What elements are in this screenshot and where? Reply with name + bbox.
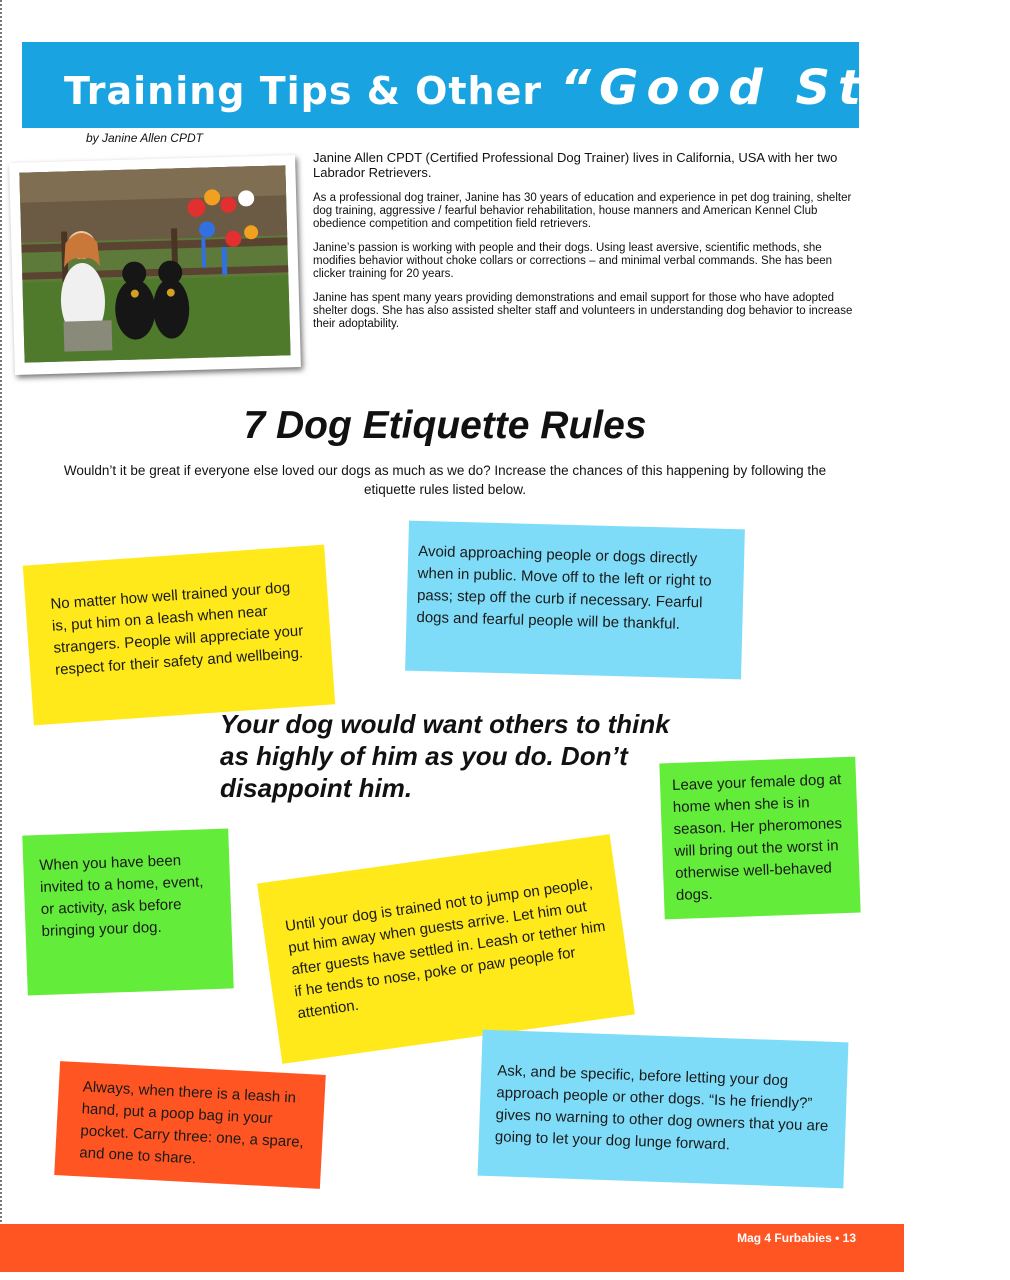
title-part-2: “Good Stuff”: [560, 60, 1010, 116]
bio-paragraph: As a professional dog trainer, Janine has 30 years of education and experience in pet dog training, shelter dog training, aggressive / fearful behavior rehabilitation, house manners and American Kennel Club obedience competition and competition field retrievers.: [313, 192, 852, 230]
footer-page-label: Mag 4 Furbabies • 13: [737, 1231, 856, 1245]
page-title: [64, 42, 1010, 128]
author-photo: [19, 165, 290, 362]
bio-paragraph: Janine has spent many years providing demonstrations and email support for those who have adopted shelter dogs. She has also assisted shelter staff and volunteers in understanding dog behavior to increase their adoptability.: [313, 292, 853, 330]
rule-note-poop-bag: Always, when there is a leash in hand, put a poop bag in your pocket. Carry three: one, a spare, and one to share.: [54, 1061, 326, 1189]
rule-note-female-dog: Leave your female dog at home when she is in season. Her pheromones will bring out the worst in otherwise well-behaved dogs.: [659, 757, 860, 920]
author-bio: [313, 150, 859, 342]
byline: by Janine Allen CPDT: [86, 131, 203, 145]
header-banner: [22, 42, 1010, 128]
rule-note-ask-invite: When you have been invited to a home, event, or activity, ask before bringing your dog.: [22, 828, 233, 995]
footer-bar: [0, 1224, 904, 1272]
rule-note-leash: No matter how well trained your dog is, put him on a leash when near strangers. People will appreciate your respect for their safety and wellbeing.: [23, 545, 335, 726]
rule-note-ask-specific: Ask, and be specific, before letting your dog approach people or other dogs. “Is he friendly?” gives no warning to other dog owners that you are going to let your dog lunge forward.: [478, 1030, 849, 1189]
rule-note-jumping: Until your dog is trained not to jump on people, put him away when guests arrive. Let him out after guests have settled in. Leash or tether him if he tends to nose, poke or paw people for attention.: [257, 834, 635, 1064]
article-intro: Wouldn’t it be great if everyone else loved our dogs as much as we do? Increase the chances of this happening by following the etiquette rules listed below.: [63, 463, 827, 497]
article-heading: 7 Dog Etiquette Rules: [243, 404, 647, 447]
author-photo-frame: [9, 155, 301, 375]
bio-paragraph: Janine Allen CPDT (Certified Professional Dog Trainer) lives in California, USA with her two Labrador Retrievers.: [313, 150, 838, 180]
author-photo-illustration: [19, 165, 290, 362]
bio-paragraph: Janine’s passion is working with people and their dogs. Using least aversive, scientific methods, she modifies behavior without choke collars or corrections – and minimal verbal commands. She has been clicker training for 20 years.: [313, 242, 833, 280]
rule-note-approach: Avoid approaching people or dogs directly when in public. Move off to the left or right to pass; step off the curb if necessary. Fearful dogs and fearful people will be thankful.: [405, 521, 745, 680]
title-part-1: Training Tips & Other: [64, 69, 543, 113]
page-edge-guide: [0, 0, 2, 1230]
pull-quote: Your dog would want others to think as highly of him as you do. Don’t disappoint him.: [220, 709, 670, 803]
